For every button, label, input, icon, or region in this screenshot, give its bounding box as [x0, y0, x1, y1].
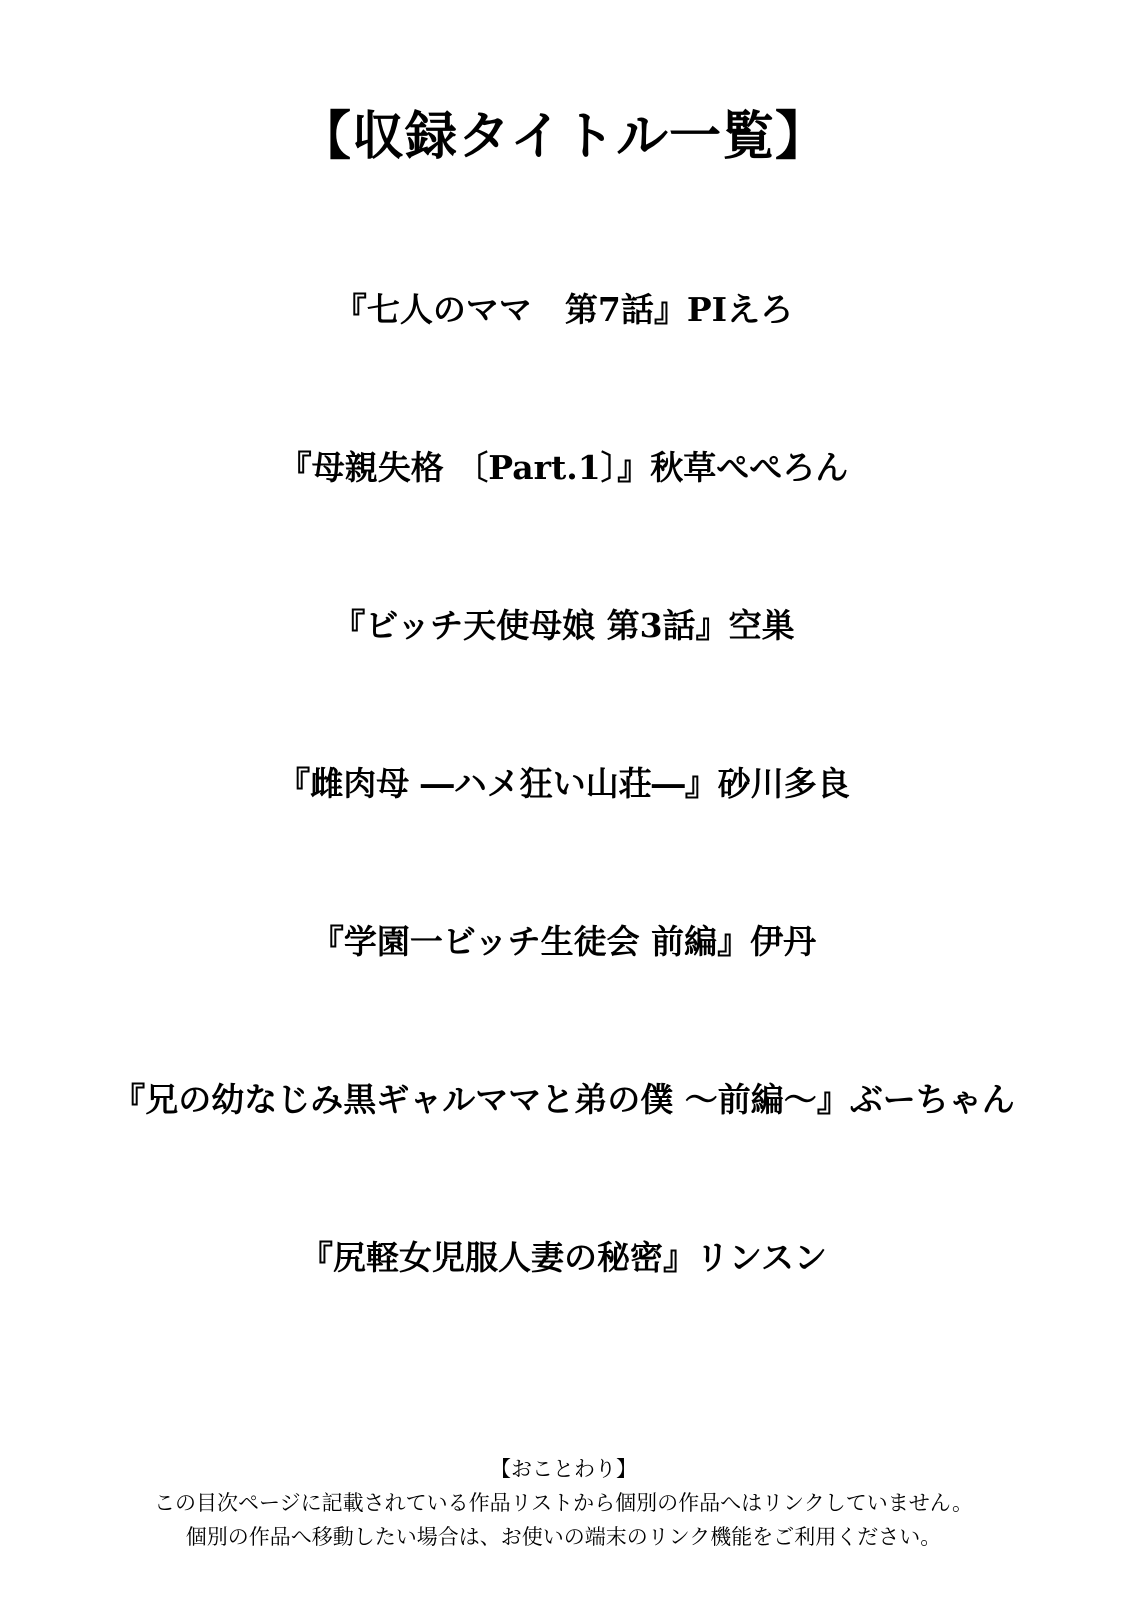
title-entry-3 — [0, 604, 1127, 648]
work-author: PIえろ — [686, 290, 794, 329]
work-author: 砂川多良 — [717, 764, 850, 803]
disclaimer-line-2: 個別の作品へ移動したい場合は、お使いの端末のリンク機能をご利用ください。 — [185, 1525, 942, 1549]
disclaimer-line-1: この目次ページに記載されている作品リストから個別の作品へはリンクしていません。 — [154, 1491, 973, 1515]
title-entry-7 — [0, 1236, 1127, 1280]
work-title: 『兄の幼なじみ黒ギャルママと弟の僕 ～前編～』 — [112, 1080, 850, 1119]
work-author: 秋草ぺぺろん — [650, 448, 849, 487]
title-entry-2 — [0, 446, 1127, 490]
work-title: 『学園一ビッチ生徒会 前編』 — [310, 922, 751, 961]
work-author: 空巣 — [728, 606, 795, 645]
work-author: 伊丹 — [750, 922, 817, 961]
work-title: 『母親失格 〔Part.1〕』 — [278, 448, 651, 487]
title-entry-6 — [0, 1078, 1127, 1122]
work-title: 『尻軽女児服人妻の秘密』 — [299, 1238, 696, 1277]
work-author: リンスン — [695, 1238, 827, 1277]
work-title: 『雌肉母 ―ハメ狂い山荘―』 — [277, 764, 718, 803]
title-entry-1 — [0, 288, 1127, 332]
page-title: 【収録タイトル一覧】 — [299, 105, 828, 167]
work-title: 『ビッチ天使母娘 第3話』 — [332, 606, 729, 645]
disclaimer-heading: 【おことわり】 — [490, 1457, 637, 1481]
title-entry-4 — [0, 762, 1127, 806]
title-entry-5 — [0, 920, 1127, 964]
work-title: 『七人のママ 第7話』 — [333, 290, 687, 329]
disclaimer — [0, 1452, 1127, 1554]
work-author: ぶーちゃん — [849, 1080, 1015, 1119]
